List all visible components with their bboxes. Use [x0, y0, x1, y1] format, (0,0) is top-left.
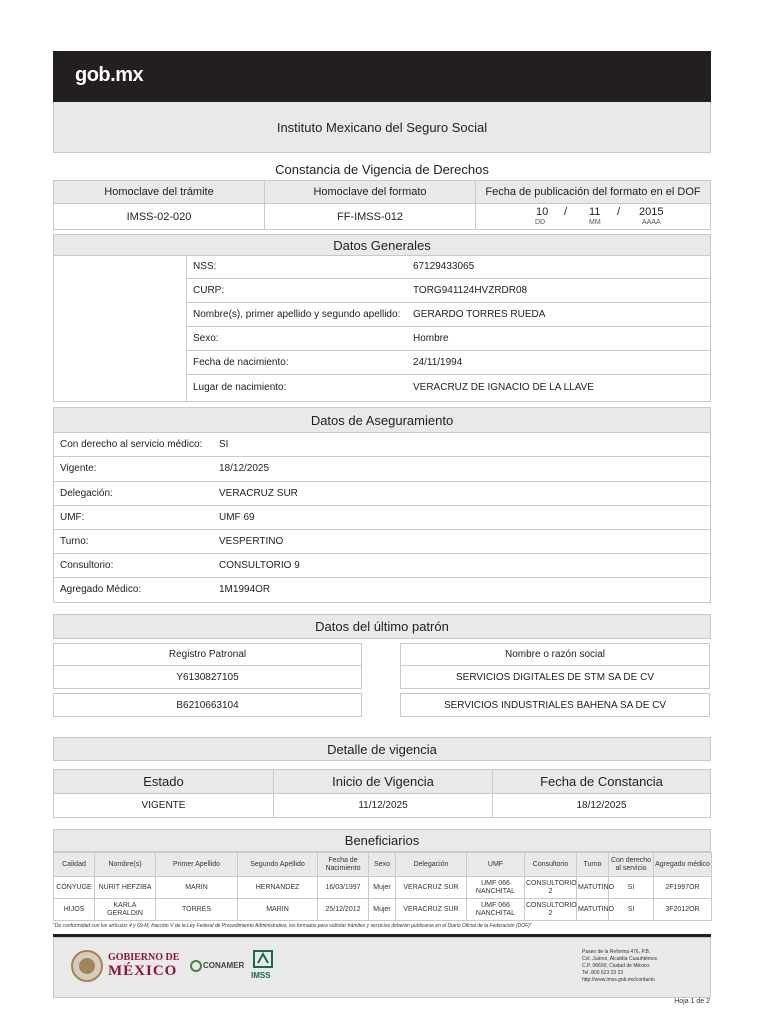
col-header: Fecha de Nacimiento	[318, 853, 369, 877]
dg-row-sexo	[186, 327, 711, 351]
page-number: Hoja 1 de 2	[674, 998, 710, 1005]
da-value: VESPERTINO	[219, 536, 284, 547]
imss-logo: IMSS	[251, 971, 271, 980]
address-line: C.P. 06600, Ciudad de México.	[582, 963, 651, 969]
gobierno-line1: GOBIERNO DE	[108, 952, 180, 963]
address-line: Tel. 800 623 23 23	[582, 970, 624, 976]
dg-row-nombre	[186, 303, 711, 327]
da-label: Agregado Médico:	[60, 584, 142, 595]
col-header: Calidad	[54, 853, 95, 877]
dg-value: GERARDO TORRES RUEDA	[413, 309, 546, 320]
da-label: Consultorio:	[60, 560, 114, 571]
da-row	[53, 530, 711, 554]
document-title: Constancia de Vigencia de Derechos	[275, 161, 489, 177]
dg-value: 67129433065	[413, 261, 475, 272]
table-cell: HERNANDEZ	[238, 877, 318, 899]
fecha-constancia-value: 18/12/2025	[493, 794, 711, 818]
address-line: Paseo de la Reforma 476, P.B.	[582, 949, 651, 955]
table-cell: UMF 066 NANCHITAL	[467, 877, 525, 899]
dg-label: Sexo:	[193, 333, 219, 344]
da-row	[53, 554, 711, 578]
beneficiarios-title: Beneficiarios	[53, 829, 711, 852]
da-value: UMF 69	[219, 512, 255, 523]
table-cell: MARIN	[156, 877, 238, 899]
table-cell: 2F1997OR	[654, 877, 712, 899]
da-row	[53, 578, 711, 603]
table-cell: MATUTINO	[577, 877, 609, 899]
fecha-sep-2: /	[617, 206, 621, 218]
fecha-aaaa: 2015	[639, 206, 664, 218]
col-header: Con derecho al servicio	[609, 853, 654, 877]
photo-area	[53, 255, 187, 402]
table-cell: MARIN	[238, 899, 318, 921]
da-label: UMF:	[60, 512, 85, 523]
conamer-logo: CONAMER	[203, 961, 245, 970]
fecha-dof-header: Fecha de publicación del formato en el DOF	[476, 181, 711, 204]
da-value: 1M1994OR	[219, 584, 271, 595]
estado-value: VIGENTE	[54, 794, 274, 818]
dg-label: Lugar de nacimiento:	[193, 382, 287, 393]
homoclave-tramite-value: IMSS-02-020	[54, 204, 265, 230]
registro-patronal-value: B6210663104	[53, 693, 362, 717]
dg-label: CURP:	[193, 285, 225, 296]
da-row	[53, 457, 711, 482]
table-cell: HIJOS	[54, 899, 95, 921]
col-header: Nombre(s)	[95, 853, 156, 877]
fecha-aaaa-label: AAAA	[642, 219, 661, 226]
dg-label: NSS:	[193, 261, 217, 272]
table-cell: VERACRUZ SUR	[396, 877, 467, 899]
table-cell: SI	[609, 877, 654, 899]
detalle-vigencia-title: Detalle de vigencia	[53, 737, 711, 761]
da-value: VERACRUZ SUR	[219, 488, 298, 499]
registro-patronal-header: Registro Patronal	[53, 643, 362, 666]
imss-icon	[252, 949, 274, 969]
dg-row-fecha-nacimiento	[186, 351, 711, 375]
table-cell: SI	[609, 899, 654, 921]
address-line: Col. Juárez, Alcaldía Cuauhtémoc	[582, 956, 658, 962]
table-row	[54, 877, 712, 899]
fecha-sep-1: /	[564, 206, 568, 218]
dg-row-curp	[186, 279, 711, 303]
da-row	[53, 482, 711, 506]
razon-social-value: SERVICIOS DIGITALES DE STM SA DE CV	[400, 665, 710, 689]
table-row	[54, 899, 712, 921]
footer-panel	[53, 937, 711, 998]
col-header: Consultorio	[525, 853, 577, 877]
da-value: CONSULTORIO 9	[219, 560, 300, 571]
dg-label: Nombre(s), primer apellido y segundo apellido:	[193, 309, 401, 320]
table-cell: 3F2012OR	[654, 899, 712, 921]
tramite-header: Homoclave del trámite	[54, 181, 265, 204]
estado-header: Estado	[54, 770, 274, 794]
col-header: Segundo Apellido	[238, 853, 318, 877]
dg-row-lugar-nacimiento	[186, 375, 711, 402]
tramite-table	[53, 180, 711, 230]
fecha-constancia-header: Fecha de Constancia	[493, 770, 711, 794]
dg-value: VERACRUZ DE IGNACIO DE LA LLAVE	[413, 382, 594, 393]
col-header: Sexo	[369, 853, 396, 877]
table-cell: TORRES	[156, 899, 238, 921]
col-header: Delegación	[396, 853, 467, 877]
da-value: 18/12/2025	[219, 463, 270, 474]
datos-generales-rows	[186, 255, 711, 402]
dg-row-nss	[186, 255, 711, 279]
ultimo-patron-title: Datos del último patrón	[53, 614, 711, 639]
datos-aseguramiento-rows	[53, 433, 711, 603]
table-cell: CONSULTORIO 2	[525, 899, 577, 921]
gob-mx-logo: gob.mx	[75, 64, 144, 86]
coat-of-arms-icon	[70, 949, 104, 983]
col-header: UMF	[467, 853, 525, 877]
razon-social-header: Nombre o razón social	[400, 643, 710, 666]
table-cell: Mujer	[369, 877, 396, 899]
col-header: Agregado médico	[654, 853, 712, 877]
inicio-vigencia-value: 11/12/2025	[274, 794, 493, 818]
footer-address	[582, 949, 657, 984]
fecha-mm: 11	[589, 206, 601, 218]
detalle-vigencia-table	[53, 769, 711, 818]
beneficiarios-table	[53, 852, 712, 921]
table-cell: CONSULTORIO 2	[525, 877, 577, 899]
dg-label: Fecha de nacimiento:	[193, 357, 289, 368]
da-row	[53, 433, 711, 457]
da-row	[53, 506, 711, 530]
da-label: Delegación:	[60, 488, 113, 499]
fecha-dd-label: DD	[535, 219, 546, 226]
table-cell: VERACRUZ SUR	[396, 899, 467, 921]
da-label: Con derecho al servicio médico:	[60, 439, 203, 450]
col-header: Turno	[577, 853, 609, 877]
da-label: Turno:	[60, 536, 89, 547]
col-header: Primer Apellido	[156, 853, 238, 877]
da-value: SI	[219, 439, 229, 450]
fecha-mm-label: MM	[589, 219, 601, 226]
formato-header: Homoclave del formato	[265, 181, 476, 204]
datos-aseguramiento-title: Datos de Aseguramiento	[53, 407, 711, 433]
table-cell: UMF 066 NANCHITAL	[467, 899, 525, 921]
fecha-dof-value	[476, 204, 711, 230]
da-label: Vigente:	[60, 463, 97, 474]
top-header-bar	[53, 51, 711, 102]
table-cell: 16/03/1997	[318, 877, 369, 899]
datos-generales-title: Datos Generales	[53, 234, 711, 256]
dg-value: TORG941124HVZRDR08	[413, 285, 528, 296]
razon-social-value: SERVICIOS INDUSTRIALES BAHENA SA DE CV	[400, 693, 710, 717]
dg-value: 24/11/1994	[413, 357, 463, 368]
institution-title: Instituto Mexicano del Seguro Social	[53, 102, 711, 153]
table-cell: Mujer	[369, 899, 396, 921]
table-cell: NURIT HEFZIBA	[95, 877, 156, 899]
homoclave-formato-value: FF-IMSS-012	[265, 204, 476, 230]
gobierno-line2: MÉXICO	[108, 963, 178, 979]
table-cell: CÓNYUGE	[54, 877, 95, 899]
inicio-vigencia-header: Inicio de Vigencia	[274, 770, 493, 794]
table-cell: KARLA GERALDIN	[95, 899, 156, 921]
fecha-dd: 10	[536, 206, 549, 218]
registro-patronal-value: Y6130827105	[53, 665, 362, 689]
dg-value: Hombre	[413, 333, 449, 344]
table-cell: MATUTINO	[577, 899, 609, 921]
address-line: http://www.imss.gob.mx/contacto	[582, 977, 655, 983]
table-cell: 25/12/2012	[318, 899, 369, 921]
conamer-icon	[190, 960, 202, 972]
legal-note: "De conformidad con los artículos 4 y 69-M, fracción V de la Ley Federal de Procedimiento Administrativo, los formatos para solicitar trámites y servicios deberán publicarse en el Diario Oficial de la Federación (DOF)"	[53, 923, 532, 929]
